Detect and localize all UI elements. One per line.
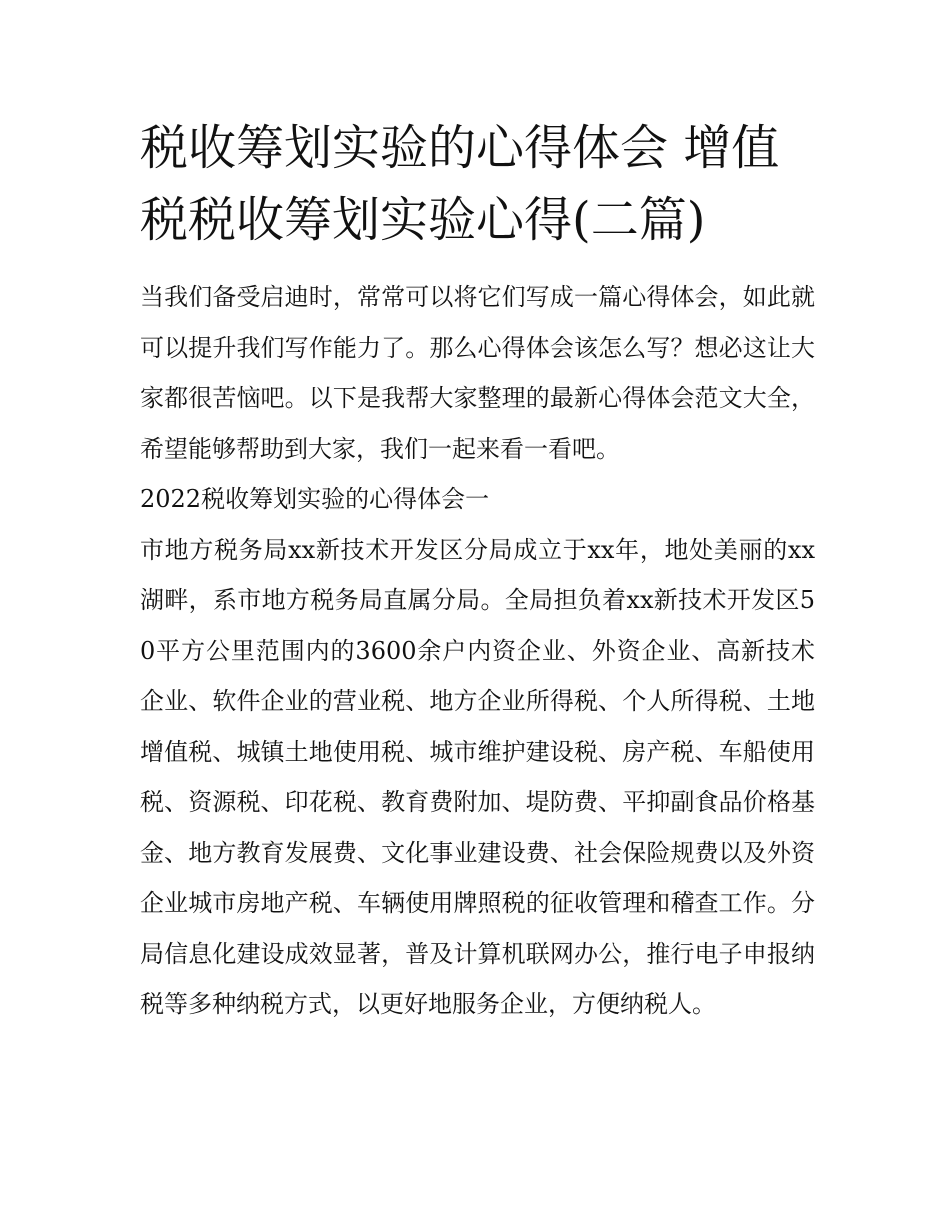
document-title: 税收筹划实验的心得体会 增值税税收筹划实验心得(二篇): [140, 120, 780, 248]
intro-paragraph: 当我们备受启迪时，常常可以将它们写成一篇心得体会，如此就可以提升我们写作能力了。那么心得体会该怎么写？想必这让大家都很苦恼吧。以下是我帮大家整理的最新心得体会范文大全，希望能够帮助到大家，我们一起来看一看吧。: [140, 283, 815, 463]
body-paragraph: 市地方税务局xx新技术开发区分局成立于xx年，地处美丽的xx湖畔，系市地方税务局直属分局。全局担负着xx新技术开发区50平方公里范围内的3600余户内资企业、外资企业、高新技术企业、软件企业的营业税、地方企业所得税、个人所得税、土地增值税、城镇土地使用税、城市维护建设税、房产税、车船使用税、资源税、印花税、教育费附加、堤防费、平抑副食品价格基金、地方教育发展费、文化事业建设费、社会保险规费以及外资企业城市房地产税、车辆使用牌照税的征收管理和稽查工作。分局信息化建设成效显著，普及计算机联网办公，推行电子申报纳税等多种纳税方式，以更好地服务企业，方便纳税人。: [140, 535, 815, 1018]
section-heading: 2022税收筹划实验的心得体会一: [140, 485, 490, 513]
document-content: [140, 112, 815, 1030]
